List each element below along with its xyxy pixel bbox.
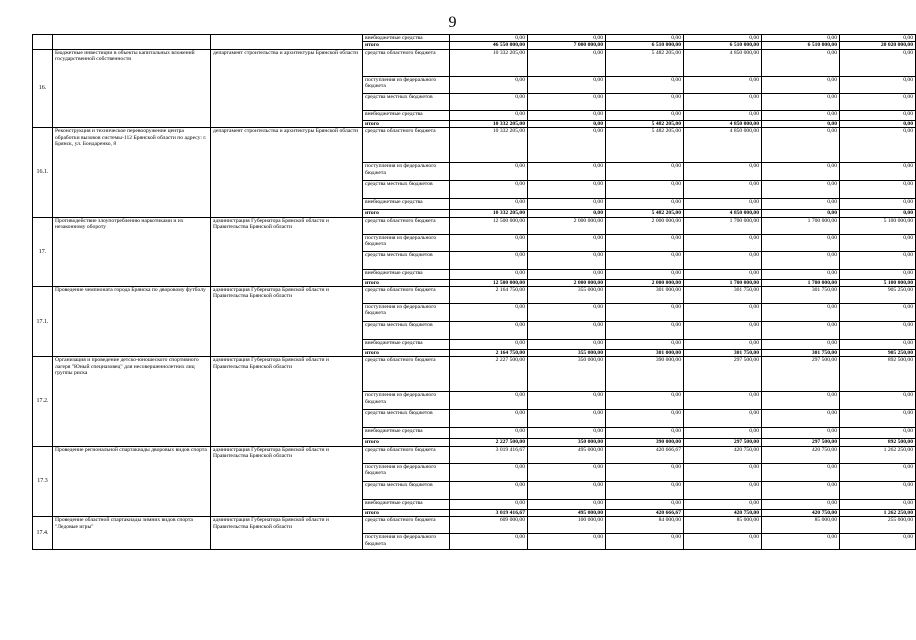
amount-cell: 0,00: [684, 93, 762, 110]
amount-cell: 2 000 000,00: [528, 217, 606, 234]
item-number-cell: 17.2.: [33, 357, 53, 446]
activity-name-cell: Бюджетные инвестиции в объекты капитальных вложений государственной собственности: [53, 49, 211, 127]
amount-cell: 0,00: [840, 128, 916, 163]
amount-cell: 0,00: [528, 340, 606, 350]
amount-cell: 0,00: [840, 199, 916, 210]
amount-cell: 0,00: [684, 322, 762, 340]
amount-cell: 0,00: [450, 322, 528, 340]
funding-source-cell: внебюджетные средства: [363, 340, 450, 350]
amount-cell: 0,00: [528, 110, 606, 120]
amount-cell: 0,00: [840, 251, 916, 269]
amount-cell: 0,00: [840, 120, 916, 127]
amount-cell: 0,00: [762, 322, 840, 340]
amount-cell: 0,00: [762, 428, 840, 439]
funding-source-cell: итого: [363, 42, 450, 49]
amount-cell: 355 000,00: [528, 287, 606, 304]
amount-cell: 0,00: [840, 163, 916, 181]
amount-cell: 0,00: [840, 340, 916, 350]
amount-cell: 0,00: [762, 499, 840, 509]
amount-cell: 0,00: [762, 269, 840, 279]
executor-cell: администрация Губернатора Брянской области и Правительства Брянской области: [211, 357, 363, 446]
funding-source-cell: внебюджетные средства: [363, 499, 450, 509]
amount-cell: 0,00: [528, 128, 606, 163]
amount-cell: 390 000,00: [606, 439, 684, 446]
amount-cell: 0,00: [528, 304, 606, 322]
amount-cell: 420 750,00: [684, 446, 762, 463]
amount-cell: 0,00: [606, 234, 684, 251]
amount-cell: 0,00: [840, 392, 916, 410]
funding-source-cell: внебюджетные средства: [363, 428, 450, 439]
amount-cell: 0,00: [762, 110, 840, 120]
amount-cell: 0,00: [684, 181, 762, 199]
amount-cell: 2 164 750,00: [450, 287, 528, 304]
amount-cell: 10 332 205,00: [450, 128, 528, 163]
table-row: [33, 446, 916, 463]
amount-cell: 0,00: [450, 463, 528, 481]
funding-source-cell: итого: [363, 439, 450, 446]
table-row: [33, 128, 916, 163]
amount-cell: 0,00: [450, 35, 528, 42]
amount-cell: 609 000,00: [450, 517, 528, 534]
amount-cell: 0,00: [450, 428, 528, 439]
amount-cell: 1 262 250,00: [840, 509, 916, 516]
amount-cell: 0,00: [606, 76, 684, 93]
funding-source-cell: средства областного бюджета: [363, 128, 450, 163]
amount-cell: 0,00: [606, 110, 684, 120]
amount-cell: 6 510 000,00: [606, 42, 684, 49]
amount-cell: 0,00: [450, 499, 528, 509]
funding-source-cell: итого: [363, 509, 450, 516]
amount-cell: 84 000,00: [606, 517, 684, 534]
amount-cell: 0,00: [840, 210, 916, 217]
activity-name-cell: Реконструкция и техническое перевооружение центра обработки вызовов системы-112 Брянской области по адресу: г. Брянск, ул. Бондаренко, 8: [53, 128, 211, 217]
amount-cell: 0,00: [840, 76, 916, 93]
amount-cell: 0,00: [762, 304, 840, 322]
amount-cell: 1 700 000,00: [762, 279, 840, 286]
amount-cell: 0,00: [840, 234, 916, 251]
amount-cell: 0,00: [528, 322, 606, 340]
amount-cell: 892 500,00: [840, 357, 916, 392]
amount-cell: 0,00: [762, 340, 840, 350]
amount-cell: 0,00: [450, 199, 528, 210]
amount-cell: 0,00: [606, 428, 684, 439]
amount-cell: 12 500 000,00: [450, 279, 528, 286]
amount-cell: 297 500,00: [684, 439, 762, 446]
amount-cell: 495 000,00: [528, 446, 606, 463]
amount-cell: 297 500,00: [762, 439, 840, 446]
funding-source-cell: итого: [363, 210, 450, 217]
amount-cell: 892 500,00: [840, 439, 916, 446]
carry-over-row: [33, 35, 916, 42]
amount-cell: 0,00: [762, 463, 840, 481]
funding-source-cell: поступления из федерального бюджета: [363, 463, 450, 481]
amount-cell: 0,00: [762, 481, 840, 499]
amount-cell: 0,00: [606, 251, 684, 269]
amount-cell: 12 500 000,00: [450, 217, 528, 234]
amount-cell: 0,00: [450, 340, 528, 350]
executor-cell: администрация Губернатора Брянской области и Правительства Брянской области: [211, 217, 363, 286]
amount-cell: 0,00: [606, 304, 684, 322]
amount-cell: 4 850 000,00: [684, 210, 762, 217]
amount-cell: 0,00: [450, 110, 528, 120]
amount-cell: 0,00: [762, 120, 840, 127]
amount-cell: 2 000 000,00: [606, 279, 684, 286]
funding-source-cell: поступления из федерального бюджета: [363, 234, 450, 251]
amount-cell: 0,00: [606, 481, 684, 499]
funding-source-cell: внебюджетные средства: [363, 199, 450, 210]
amount-cell: 2 164 750,00: [450, 350, 528, 357]
amount-cell: 0,00: [840, 93, 916, 110]
amount-cell: 255 000,00: [840, 517, 916, 534]
amount-cell: 3 019 416,67: [450, 509, 528, 516]
amount-cell: 2 000 000,00: [606, 217, 684, 234]
amount-cell: 301 750,00: [684, 287, 762, 304]
amount-cell: 0,00: [762, 251, 840, 269]
amount-cell: 46 550 000,00: [450, 42, 528, 49]
funding-source-cell: поступления из федерального бюджета: [363, 163, 450, 181]
amount-cell: 0,00: [762, 392, 840, 410]
amount-cell: 0,00: [606, 269, 684, 279]
page-number: 9: [448, 14, 457, 31]
amount-cell: 0,00: [684, 269, 762, 279]
item-number-cell: 16.: [33, 49, 53, 127]
amount-cell: 0,00: [606, 181, 684, 199]
amount-cell: 301 000,00: [606, 287, 684, 304]
table-row: [33, 287, 916, 304]
amount-cell: 0,00: [684, 35, 762, 42]
table-body: [33, 35, 916, 550]
amount-cell: 0,00: [840, 269, 916, 279]
amount-cell: 0,00: [606, 463, 684, 481]
amount-cell: 297 500,00: [762, 357, 840, 392]
amount-cell: 0,00: [528, 410, 606, 428]
budget-table-sheet: [32, 34, 913, 550]
amount-cell: 0,00: [528, 163, 606, 181]
amount-cell: 355 000,00: [528, 350, 606, 357]
funding-source-cell: средства местных бюджетов: [363, 322, 450, 340]
amount-cell: 0,00: [762, 49, 840, 76]
amount-cell: 10 332 205,00: [450, 49, 528, 76]
amount-cell: 5 482 205,00: [606, 128, 684, 163]
activity-name-cell: Проведение чемпионата города Брянска по дворовому футболу: [53, 287, 211, 357]
executor-cell: администрация Губернатора Брянской области и Правительства Брянской области: [211, 287, 363, 357]
amount-cell: 0,00: [528, 234, 606, 251]
amount-cell: 0,00: [450, 251, 528, 269]
amount-cell: 0,00: [528, 499, 606, 509]
amount-cell: 4 850 000,00: [684, 120, 762, 127]
amount-cell: 905 250,00: [840, 350, 916, 357]
amount-cell: 0,00: [450, 163, 528, 181]
amount-cell: 0,00: [528, 210, 606, 217]
activity-name-cell: Противодействие злоупотреблению наркотиками и их незаконному обороту: [53, 217, 211, 286]
amount-cell: 350 000,00: [528, 357, 606, 392]
amount-cell: 5 100 000,00: [840, 279, 916, 286]
amount-cell: 0,00: [762, 410, 840, 428]
amount-cell: 0,00: [606, 163, 684, 181]
amount-cell: 1 700 000,00: [684, 279, 762, 286]
item-number-cell: 17.1.: [33, 287, 53, 357]
activity-name-cell: Проведение региональной спартакиады дворовых видов спорта: [53, 446, 211, 516]
funding-source-cell: средства областного бюджета: [363, 517, 450, 534]
amount-cell: 0,00: [684, 499, 762, 509]
amount-cell: 0,00: [606, 340, 684, 350]
amount-cell: 301 000,00: [606, 350, 684, 357]
executor-cell: администрация Губернатора Брянской области и Правительства Брянской области: [211, 446, 363, 516]
amount-cell: 0,00: [528, 49, 606, 76]
amount-cell: 420 666,67: [606, 509, 684, 516]
amount-cell: 0,00: [684, 234, 762, 251]
amount-cell: 2 227 500,00: [450, 439, 528, 446]
amount-cell: 2 000 000,00: [528, 279, 606, 286]
amount-cell: 0,00: [606, 534, 684, 550]
amount-cell: 0,00: [450, 93, 528, 110]
amount-cell: 420 750,00: [762, 509, 840, 516]
funding-source-cell: итого: [363, 350, 450, 357]
amount-cell: 1 700 000,00: [684, 217, 762, 234]
amount-cell: 301 750,00: [684, 350, 762, 357]
table-row: [33, 517, 916, 534]
table-row: [33, 217, 916, 234]
amount-cell: 85 000,00: [762, 517, 840, 534]
amount-cell: 301 750,00: [762, 287, 840, 304]
amount-cell: 0,00: [450, 181, 528, 199]
amount-cell: 0,00: [840, 49, 916, 76]
amount-cell: 0,00: [450, 304, 528, 322]
amount-cell: 0,00: [684, 304, 762, 322]
amount-cell: 0,00: [606, 499, 684, 509]
amount-cell: 0,00: [684, 428, 762, 439]
amount-cell: 0,00: [606, 410, 684, 428]
amount-cell: 6 510 000,00: [762, 42, 840, 49]
amount-cell: 10 332 205,00: [450, 210, 528, 217]
amount-cell: 301 750,00: [762, 350, 840, 357]
amount-cell: 1 262 250,00: [840, 446, 916, 463]
amount-cell: 0,00: [528, 428, 606, 439]
amount-cell: 0,00: [450, 392, 528, 410]
amount-cell: 0,00: [762, 128, 840, 163]
amount-cell: 5 482 205,00: [606, 49, 684, 76]
amount-cell: 420 666,67: [606, 446, 684, 463]
executor-cell: [211, 35, 363, 50]
item-number-cell: 17.4.: [33, 517, 53, 550]
amount-cell: 0,00: [684, 163, 762, 181]
budget-table: [32, 34, 916, 550]
amount-cell: 0,00: [762, 534, 840, 550]
amount-cell: 0,00: [762, 93, 840, 110]
amount-cell: 0,00: [450, 76, 528, 93]
amount-cell: 0,00: [528, 463, 606, 481]
amount-cell: 495 000,00: [528, 509, 606, 516]
amount-cell: 350 000,00: [528, 439, 606, 446]
amount-cell: 0,00: [528, 251, 606, 269]
amount-cell: 0,00: [684, 76, 762, 93]
funding-source-cell: поступления из федерального бюджета: [363, 534, 450, 550]
funding-source-cell: поступления из федерального бюджета: [363, 76, 450, 93]
amount-cell: 0,00: [528, 269, 606, 279]
amount-cell: 5 482 205,00: [606, 210, 684, 217]
amount-cell: 0,00: [606, 392, 684, 410]
funding-source-cell: средства местных бюджетов: [363, 181, 450, 199]
amount-cell: 0,00: [840, 481, 916, 499]
funding-source-cell: средства областного бюджета: [363, 49, 450, 76]
amount-cell: 0,00: [450, 234, 528, 251]
amount-cell: 0,00: [528, 392, 606, 410]
amount-cell: 2 227 500,00: [450, 357, 528, 392]
amount-cell: 0,00: [762, 35, 840, 42]
amount-cell: 4 850 000,00: [684, 128, 762, 163]
funding-source-cell: поступления из федерального бюджета: [363, 304, 450, 322]
funding-source-cell: средства местных бюджетов: [363, 251, 450, 269]
amount-cell: 0,00: [684, 463, 762, 481]
funding-source-cell: итого: [363, 279, 450, 286]
amount-cell: 0,00: [528, 120, 606, 127]
amount-cell: 0,00: [684, 199, 762, 210]
amount-cell: 20 020 000,00: [840, 42, 916, 49]
amount-cell: 0,00: [528, 35, 606, 42]
amount-cell: 0,00: [762, 163, 840, 181]
amount-cell: 0,00: [684, 392, 762, 410]
amount-cell: 420 750,00: [762, 446, 840, 463]
amount-cell: 0,00: [528, 199, 606, 210]
amount-cell: 0,00: [684, 251, 762, 269]
funding-source-cell: итого: [363, 120, 450, 127]
funding-source-cell: средства местных бюджетов: [363, 410, 450, 428]
amount-cell: 0,00: [762, 199, 840, 210]
funding-source-cell: поступления из федерального бюджета: [363, 392, 450, 410]
amount-cell: 0,00: [528, 181, 606, 199]
amount-cell: 0,00: [450, 534, 528, 550]
amount-cell: 5 100 000,00: [840, 217, 916, 234]
amount-cell: 0,00: [840, 304, 916, 322]
amount-cell: 0,00: [840, 534, 916, 550]
amount-cell: 420 750,00: [684, 509, 762, 516]
amount-cell: 905 250,00: [840, 287, 916, 304]
amount-cell: 0,00: [450, 481, 528, 499]
amount-cell: 1 700 000,00: [762, 217, 840, 234]
funding-source-cell: средства местных бюджетов: [363, 481, 450, 499]
amount-cell: 0,00: [450, 410, 528, 428]
amount-cell: 3 019 416,67: [450, 446, 528, 463]
amount-cell: 0,00: [762, 181, 840, 199]
amount-cell: 0,00: [684, 340, 762, 350]
funding-source-cell: внебюджетные средства: [363, 269, 450, 279]
amount-cell: 0,00: [762, 234, 840, 251]
funding-source-cell: внебюджетные средства: [363, 35, 450, 42]
amount-cell: 0,00: [840, 463, 916, 481]
executor-cell: департамент строительства и архитектуры Брянской области: [211, 128, 363, 217]
amount-cell: 4 850 000,00: [684, 49, 762, 76]
amount-cell: 0,00: [684, 534, 762, 550]
funding-source-cell: средства областного бюджета: [363, 217, 450, 234]
item-number-cell: 16.1.: [33, 128, 53, 217]
amount-cell: 0,00: [840, 35, 916, 42]
amount-cell: 100 000,00: [528, 517, 606, 534]
funding-source-cell: средства местных бюджетов: [363, 93, 450, 110]
amount-cell: 0,00: [840, 428, 916, 439]
funding-source-cell: средства областного бюджета: [363, 446, 450, 463]
amount-cell: 0,00: [606, 199, 684, 210]
amount-cell: 0,00: [762, 76, 840, 93]
activity-name-cell: [53, 35, 211, 50]
executor-cell: департамент строительства и архитектуры Брянской области: [211, 49, 363, 127]
amount-cell: 0,00: [606, 35, 684, 42]
amount-cell: 0,00: [840, 110, 916, 120]
amount-cell: 6 510 000,00: [684, 42, 762, 49]
activity-name-cell: Организация и проведение детско-юношеского спортивного лагеря "Юный спецназовец" для несовершеннолетних лиц группы риска: [53, 357, 211, 446]
amount-cell: 5 482 205,00: [606, 120, 684, 127]
funding-source-cell: внебюджетные средства: [363, 110, 450, 120]
item-number-cell: 17.3: [33, 446, 53, 516]
amount-cell: 0,00: [840, 181, 916, 199]
amount-cell: 85 000,00: [684, 517, 762, 534]
amount-cell: 0,00: [528, 93, 606, 110]
amount-cell: 0,00: [528, 534, 606, 550]
amount-cell: 7 000 000,00: [528, 42, 606, 49]
amount-cell: 0,00: [528, 481, 606, 499]
amount-cell: 0,00: [840, 410, 916, 428]
amount-cell: 297 500,00: [684, 357, 762, 392]
activity-name-cell: Проведение областной спартакиады зимних видов спорта "Ледовые игры": [53, 517, 211, 550]
amount-cell: 0,00: [762, 210, 840, 217]
amount-cell: 0,00: [606, 93, 684, 110]
number-cell: [33, 35, 53, 50]
amount-cell: 0,00: [840, 499, 916, 509]
amount-cell: 0,00: [528, 76, 606, 93]
amount-cell: 0,00: [684, 410, 762, 428]
amount-cell: 0,00: [840, 322, 916, 340]
amount-cell: 0,00: [606, 322, 684, 340]
item-number-cell: 17.: [33, 217, 53, 286]
executor-cell: администрация Губернатора Брянской области и Правительства Брянской области: [211, 517, 363, 550]
amount-cell: 0,00: [450, 269, 528, 279]
funding-source-cell: средства областного бюджета: [363, 357, 450, 392]
amount-cell: 0,00: [684, 481, 762, 499]
amount-cell: 10 332 205,00: [450, 120, 528, 127]
amount-cell: 0,00: [684, 110, 762, 120]
funding-source-cell: средства областного бюджета: [363, 287, 450, 304]
table-row: [33, 49, 916, 76]
table-row: [33, 357, 916, 392]
amount-cell: 390 000,00: [606, 357, 684, 392]
